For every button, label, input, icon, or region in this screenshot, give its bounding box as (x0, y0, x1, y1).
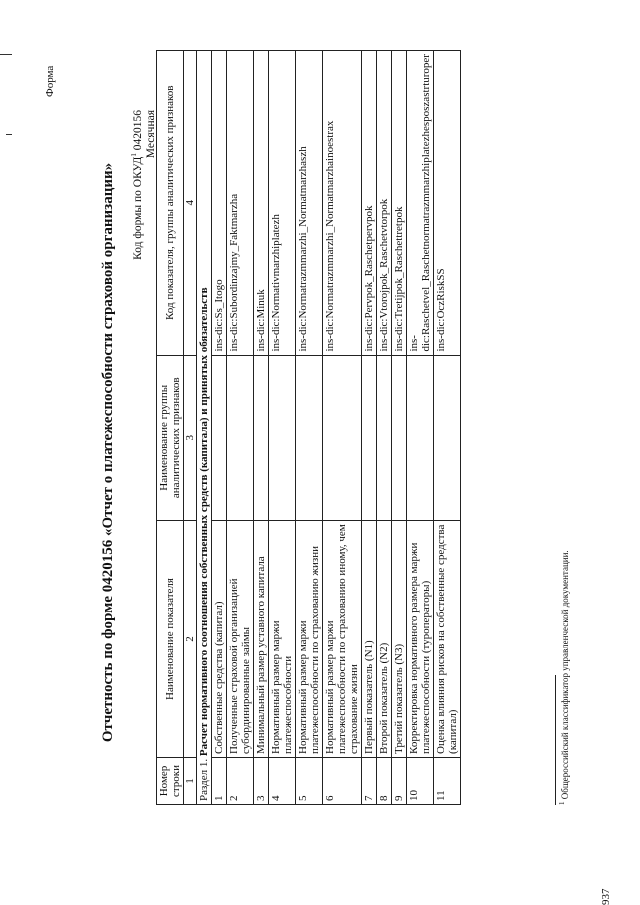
group-name-cell (377, 355, 392, 521)
indicator-name-cell: Корректировка нормативного размера маржи платежеспособности (туроператоры) (407, 521, 434, 758)
group-name-cell (392, 355, 407, 521)
table-row (254, 51, 269, 805)
indicator-name-cell: Нормативный размер маржи платежеспособности по страхованию жизни (296, 521, 323, 758)
page-number: 937 (600, 888, 612, 905)
margin-mark (0, 54, 12, 55)
table-row (269, 51, 296, 805)
okud-footnote-ref: 1 (130, 153, 138, 157)
header-number: 4 (184, 51, 197, 356)
indicator-name-cell: Нормативный размер маржи платежеспособности (269, 521, 296, 758)
indicator-code-cell: ins-dic:Normatrazmmarzhi_Normatmarzhainoestrax (323, 51, 362, 356)
row-number-cell: 3 (254, 757, 269, 804)
okud-block (128, 110, 158, 260)
indicator-code-cell: ins-dic:Minuk (254, 51, 269, 356)
header-number: 3 (184, 355, 197, 521)
group-name-cell (254, 355, 269, 521)
indicator-name-cell: Нормативный размер маржи платежеспособности по страхованию иному, чем страхование жизни (323, 521, 362, 758)
group-name-cell (212, 355, 227, 521)
section-cell (197, 51, 212, 805)
footnote-ref: 1 (558, 801, 566, 805)
row-number-cell: 2 (227, 757, 254, 804)
indicator-code-cell: ins-dic:Vtorojpok_Raschetvtorpok (377, 51, 392, 356)
indicator-code-cell: ins-dic:Subordinzajmy_Faktmarzha (227, 51, 254, 356)
indicator-code-cell: ins-dic:Ss_Itogo (212, 51, 227, 356)
indicator-name-cell: Первый показатель (N1) (362, 521, 377, 758)
row-number-cell: 4 (269, 757, 296, 804)
group-name-cell (407, 355, 434, 521)
indicator-code-cell: ins-dic:Raschetvel_Raschetnormatrazmmarzhiplatezhesposzastrturoper (407, 51, 434, 356)
header-row-number: Номер строки (157, 757, 184, 804)
table-row (392, 51, 407, 805)
row-number-cell: 6 (323, 757, 362, 804)
group-name-cell (323, 355, 362, 521)
section-label: Раздел 1. (198, 758, 210, 801)
header-number: 1 (184, 757, 197, 804)
group-name-cell (434, 355, 461, 521)
indicator-code-cell: ins-dic:Normativmarzhiplatezh (269, 51, 296, 356)
table-row (362, 51, 377, 805)
section-row (197, 51, 212, 805)
table-row (227, 51, 254, 805)
okud-code: 0420156 (131, 110, 144, 151)
margin-mark (6, 134, 12, 135)
row-number-cell: 10 (407, 757, 434, 804)
row-number-cell: 11 (434, 757, 461, 804)
okud-label: Код формы по ОКУД (131, 156, 144, 260)
header-indicator-code: Код показателя, группы аналитических признаков (157, 51, 184, 356)
section-title: Расчет нормативного соотношения собственных средств (капитала) и принятых обязательств (198, 287, 210, 757)
footnote-text: Общероссийский классификатор управленческой документации. (560, 550, 570, 800)
indicator-name-cell: Собственные средства (капитал) (212, 521, 227, 758)
row-number-cell: 1 (212, 757, 227, 804)
row-number-cell: 7 (362, 757, 377, 804)
header-indicator-name: Наименование показателя (157, 521, 184, 758)
indicator-name-cell: Третий показатель (N3) (392, 521, 407, 758)
table-row (323, 51, 362, 805)
group-name-cell (362, 355, 377, 521)
okud-period: Месячная (144, 110, 157, 159)
table-row (296, 51, 323, 805)
header-row (157, 51, 184, 805)
form-label: Форма (44, 65, 56, 97)
report-table (156, 50, 461, 805)
table-row (407, 51, 434, 805)
indicator-name-cell: Минимальный размер уставного капитала (254, 521, 269, 758)
indicator-name-cell: Полученные страховой организацией субординированные займы (227, 521, 254, 758)
indicator-code-cell: ins-dic:Tretijpok_Raschettretpok (392, 51, 407, 356)
table-body (197, 51, 461, 805)
indicator-name-cell: Второй показатель (N2) (377, 521, 392, 758)
row-number-cell: 9 (392, 757, 407, 804)
page-title: Отчетность по форме 0420156 «Отчет о платежеспособности страховой организации» (100, 162, 116, 743)
group-name-cell (269, 355, 296, 521)
row-number-cell: 5 (296, 757, 323, 804)
indicator-name-cell: Оценка влияния рисков на собственные средства (капитал) (434, 521, 461, 758)
indicator-code-cell: ins-dic:Pervpok_Raschetpervpok (362, 51, 377, 356)
footnote-divider (555, 675, 556, 805)
table-row (434, 51, 461, 805)
indicator-code-cell: ins-dic:Normatrazmmarzhi_Normatmarzhaszh (296, 51, 323, 356)
group-name-cell (296, 355, 323, 521)
footnote (558, 550, 570, 805)
group-name-cell (227, 355, 254, 521)
header-group-name: Наименование группы аналитических признаков (157, 355, 184, 521)
row-number-cell: 8 (377, 757, 392, 804)
header-numbers-row (184, 51, 197, 805)
table-row (212, 51, 227, 805)
indicator-code-cell: ins-dic:OczRiskSS (434, 51, 461, 356)
table-row (377, 51, 392, 805)
header-number: 2 (184, 521, 197, 758)
